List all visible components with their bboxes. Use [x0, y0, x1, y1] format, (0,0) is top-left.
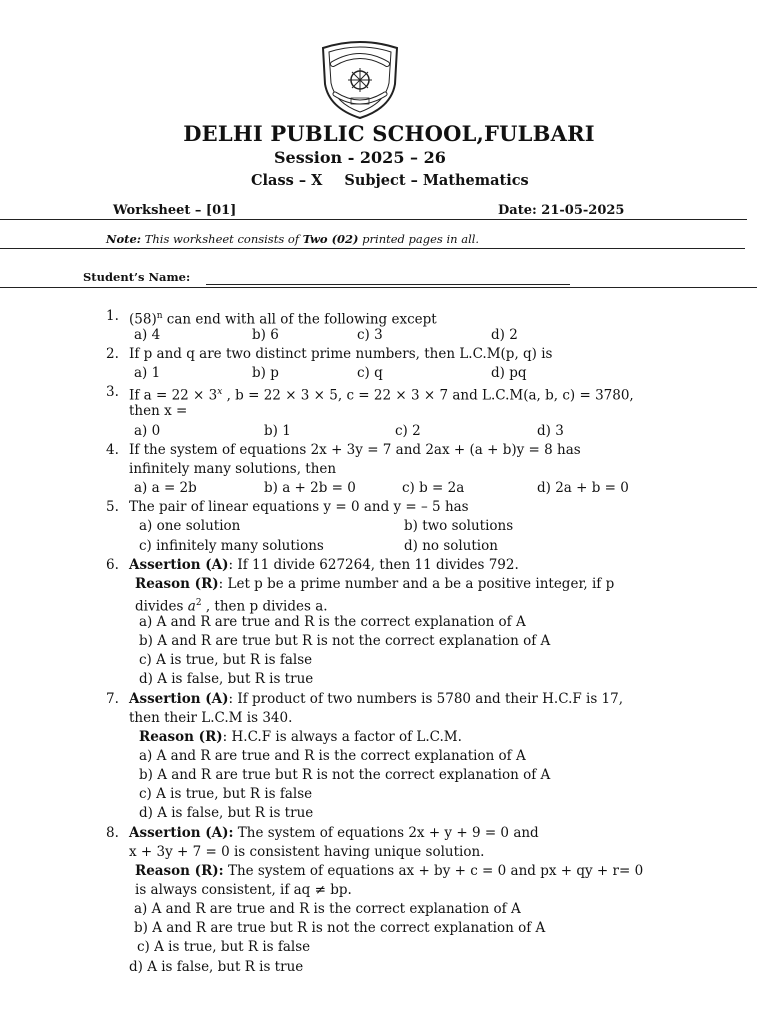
option: a) a = 2b [134, 480, 197, 496]
session: Session - 2025 – 26 [274, 148, 446, 167]
option: c) infinitely many solutions [139, 538, 324, 554]
question-number: 6. [106, 557, 119, 573]
option: a) A and R are true and R is the correct explanation of A [134, 901, 521, 917]
question-number: 5. [106, 499, 119, 515]
option: d) no solution [404, 538, 498, 554]
option: d) 2a + b = 0 [537, 480, 629, 496]
class-label: Class – X [251, 172, 323, 189]
reason-cont: divides $a^2$ , then p divides a. [135, 598, 328, 615]
question-5-text: The pair of linear equations y = 0 and y = – 5 has [129, 499, 469, 515]
question-2-text: If p and q are two distinct prime numbers, then L.C.M(p, q) is [129, 346, 553, 362]
school-logo [311, 38, 409, 120]
option: a) 1 [134, 365, 161, 381]
option: d) A is false, but R is true [129, 959, 304, 975]
question-number: 7. [106, 691, 119, 707]
divider [0, 287, 757, 288]
option: c) q [357, 365, 383, 381]
worksheet-number: Worksheet – [01] [113, 203, 237, 218]
option: d) pq [491, 365, 527, 381]
note-bold: Two (02) [302, 232, 359, 246]
note-text: This worksheet consists of [141, 232, 303, 246]
option: a) 4 [134, 327, 161, 343]
option: b) a + 2b = 0 [264, 480, 356, 496]
assertion: Assertion (A): The system of equations 2x + y + 9 = 0 and [129, 825, 539, 841]
option: a) A and R are true and R is the correct explanation of A [139, 748, 526, 764]
subject-label: Subject – Mathematics [344, 172, 529, 189]
option: d) 2 [491, 327, 518, 343]
class-subject-line [251, 172, 529, 189]
option: c) A is true, but R is false [139, 786, 313, 802]
option: b) 6 [252, 327, 279, 343]
question-3-text: If $a = 22 \times 3^x$ , b = 22 × 3 × 5, c = 22 × 3 × 7 and L.C.M(a, b, c) = 3780, [129, 387, 634, 404]
reason: Reason (R): The system of equations ax + by + c = 0 and px + qy + r= 0 [135, 863, 644, 879]
assertion: Assertion (A): If 11 divide 627264, then 11 divides 792. [129, 557, 519, 573]
option: c) b = 2a [402, 480, 465, 496]
question-number: 2. [106, 346, 119, 362]
option: d) A is false, but R is true [139, 671, 314, 687]
student-name-label: Student’s Name: [83, 270, 191, 284]
option: b) A and R are true but R is not the correct explanation of A [139, 767, 551, 783]
option: a) 0 [134, 423, 161, 439]
option: b) A and R are true but R is not the correct explanation of A [134, 920, 546, 936]
option: c) 2 [395, 423, 421, 439]
option: d) 3 [537, 423, 564, 439]
option: b) two solutions [404, 518, 514, 534]
question-number: 4. [106, 442, 119, 458]
question-number: 1. [106, 308, 119, 324]
option: a) one solution [139, 518, 241, 534]
option: d) A is false, but R is true [139, 805, 314, 821]
school-name: DELHI PUBLIC SCHOOL,FULBARI [183, 121, 595, 146]
note-text-end: printed pages in all. [358, 232, 480, 246]
note-label: Note: [106, 232, 142, 246]
option: b) 1 [264, 423, 291, 439]
option: c) A is true, but R is false [137, 939, 311, 955]
question-4-text-cont: infinitely many solutions, then [129, 461, 337, 477]
question-number: 8. [106, 825, 119, 841]
worksheet-date: Date: 21-05-2025 [498, 203, 625, 218]
option: b) p [252, 365, 279, 381]
assertion: Assertion (A): If product of two numbers is 5780 and their H.C.F is 17, [129, 691, 624, 707]
option: c) A is true, but R is false [139, 652, 313, 668]
note [106, 232, 479, 246]
question-3-text-cont: then x = [129, 403, 188, 419]
question-4-text: If the system of equations 2x + 3y = 7 and 2ax + (a + b)y = 8 has [129, 442, 581, 458]
option: b) A and R are true but R is not the correct explanation of A [139, 633, 551, 649]
reason-cont: is always consistent, if aq ≠ bp. [135, 882, 352, 898]
assertion-cont: x + 3y + 7 = 0 is consistent having unique solution. [129, 844, 485, 860]
reason: Reason (R): Let p be a prime number and a be a positive integer, if p [135, 576, 615, 592]
divider [0, 248, 745, 249]
option: c) 3 [357, 327, 383, 343]
reason: Reason (R): H.C.F is always a factor of L.C.M. [139, 729, 462, 745]
student-name-field[interactable] [206, 284, 570, 285]
divider [0, 219, 747, 220]
question-number: 3. [106, 384, 119, 400]
question-1-text: $(58)^n$ can end with all of the following except [129, 311, 437, 328]
option: a) A and R are true and R is the correct explanation of A [139, 614, 526, 630]
assertion-cont: then their L.C.M is 340. [129, 710, 293, 726]
